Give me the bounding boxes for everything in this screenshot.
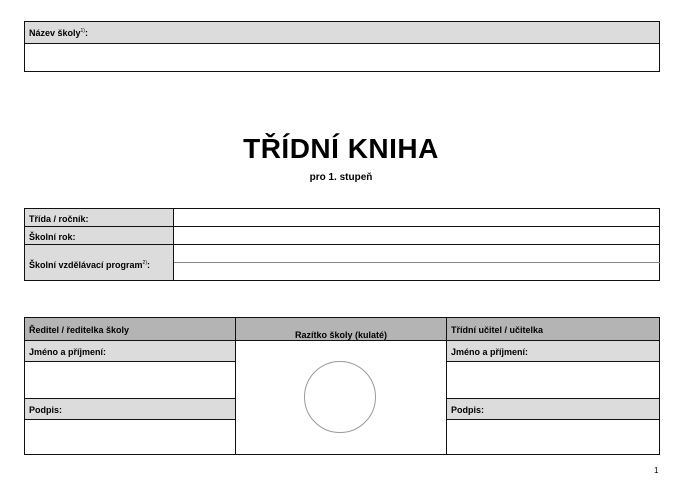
school-name-block — [24, 21, 660, 72]
teacher-name-label: Jméno a příjmení: — [447, 340, 659, 362]
principal-sign-label: Podpis: — [25, 398, 235, 420]
program-field-line-1[interactable] — [174, 245, 660, 263]
signatures-table — [24, 317, 660, 455]
program-field-line-2[interactable] — [174, 263, 660, 281]
school-name-label: Název školy$^{1)}$: — [25, 22, 659, 44]
program-footnote: 2) — [142, 260, 147, 266]
teacher-sign-field[interactable] — [447, 420, 659, 454]
class-field[interactable] — [174, 209, 660, 226]
principal-name-label: Jméno a příjmení: — [25, 340, 235, 362]
stamp-header: Razítko školy (kulaté) — [236, 318, 446, 341]
stamp-column — [236, 318, 447, 454]
teacher-sign-label: Podpis: — [447, 398, 659, 420]
school-year-row — [25, 227, 659, 245]
principal-sign-field[interactable] — [25, 420, 235, 454]
school-year-label: Školní rok: — [29, 232, 76, 242]
school-name-field[interactable] — [25, 44, 659, 72]
class-label: Třída / ročník: — [29, 214, 89, 224]
teacher-column — [447, 318, 659, 454]
class-info-table — [24, 208, 660, 281]
class-row — [25, 209, 659, 227]
school-year-field[interactable] — [174, 227, 660, 244]
school-footnote: 1) — [80, 28, 85, 34]
teacher-header: Třídní učitel / učitelka — [447, 318, 659, 341]
principal-column — [25, 318, 236, 454]
principal-name-field[interactable] — [25, 362, 235, 397]
stamp-area-circle[interactable] — [304, 361, 376, 433]
page-number: 1 — [654, 466, 659, 475]
principal-header: Ředitel / ředitelka školy — [25, 318, 235, 341]
page-subtitle: pro 1. stupeň — [309, 172, 373, 183]
page-title: TŘÍDNÍ KNIHA — [243, 133, 439, 164]
program-label: Školní vzdělávací program$^{2)}$: — [29, 260, 150, 270]
teacher-name-field[interactable] — [447, 362, 659, 397]
